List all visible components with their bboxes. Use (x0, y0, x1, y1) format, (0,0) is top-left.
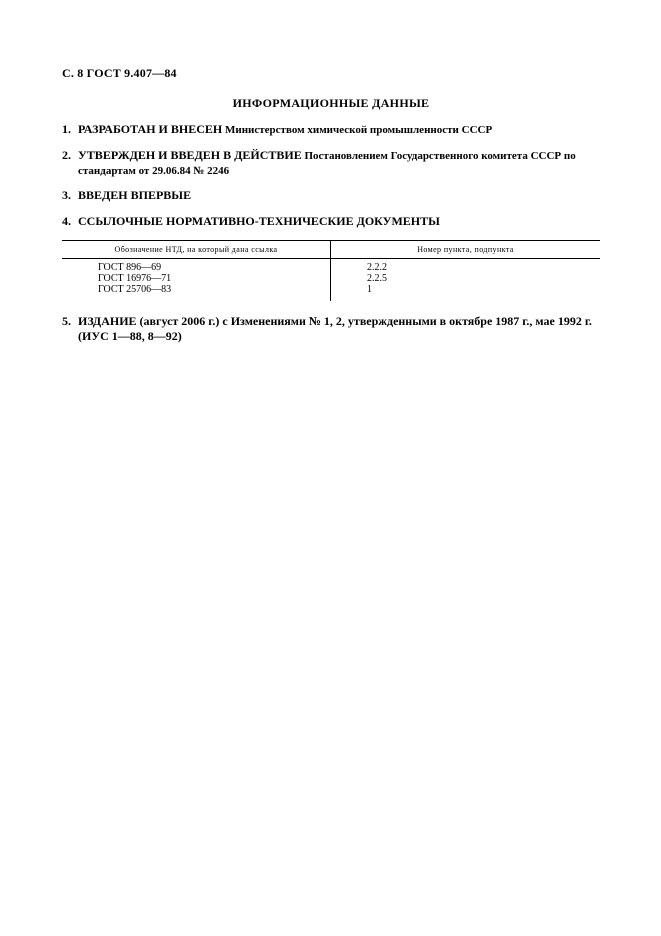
item-lead: ИЗДАНИЕ (78, 314, 137, 328)
item-number: 5. (62, 314, 71, 328)
item-lead: РАЗРАБОТАН И ВНЕСЕН (78, 122, 223, 136)
item-body (78, 148, 600, 178)
item-lead: ВВЕДЕН ВПЕРВЫЕ (78, 188, 192, 202)
cell-document: ГОСТ 16976—71 (98, 273, 172, 284)
item-lead: ССЫЛОЧНЫЕ НОРМАТИВНО-ТЕХНИЧЕСКИЕ ДОКУМЕНТЫ (78, 214, 440, 228)
table-row (62, 262, 600, 273)
table-body (62, 262, 600, 295)
item-body (78, 188, 600, 202)
table-row (62, 273, 600, 284)
item-body (78, 214, 600, 228)
item-lead: УТВЕРЖДЕН И ВВЕДЕН В ДЕЙСТВИЕ (78, 148, 302, 162)
item-text: Постановлением Государственного комитета СССР по стандартам от 29.06.84 № 2246 (78, 150, 576, 177)
page-header: С. 8 ГОСТ 9.407—84 (62, 66, 177, 80)
item-body (78, 314, 600, 344)
column-header-document: Обозначение НТД, на который дана ссылка (114, 245, 278, 254)
table-row (62, 284, 600, 295)
cell-document: ГОСТ 25706—83 (98, 284, 172, 295)
info-item-reference-documents (62, 214, 600, 228)
info-item-developed (62, 122, 600, 137)
section-title: ИНФОРМАЦИОННЫЕ ДАННЫЕ (232, 96, 430, 110)
item-text: (август 2006 г.) с Изменениями № 1, 2, утвержденными в октябре 1987 г., мае 1992 г. (ИУС 1—88, 8—92) (78, 314, 592, 343)
column-header-clause: Номер пункта, подпункта (417, 245, 514, 254)
cell-clause: 1 (367, 284, 372, 295)
item-number: 3. (62, 188, 71, 202)
info-item-edition (62, 314, 600, 344)
item-number: 4. (62, 214, 71, 228)
info-item-first-introduced (62, 188, 600, 202)
cell-clause: 2.2.2 (367, 262, 387, 273)
item-number: 2. (62, 148, 71, 162)
cell-clause: 2.2.5 (367, 273, 387, 284)
item-number: 1. (62, 122, 71, 136)
cell-document: ГОСТ 896—69 (98, 262, 162, 273)
table-header-rule (62, 258, 600, 259)
info-item-approved (62, 148, 600, 178)
item-text: Министерством химической промышленности СССР (222, 124, 493, 136)
reference-table (62, 240, 600, 301)
item-body (78, 122, 600, 137)
table-top-rule (62, 240, 600, 241)
